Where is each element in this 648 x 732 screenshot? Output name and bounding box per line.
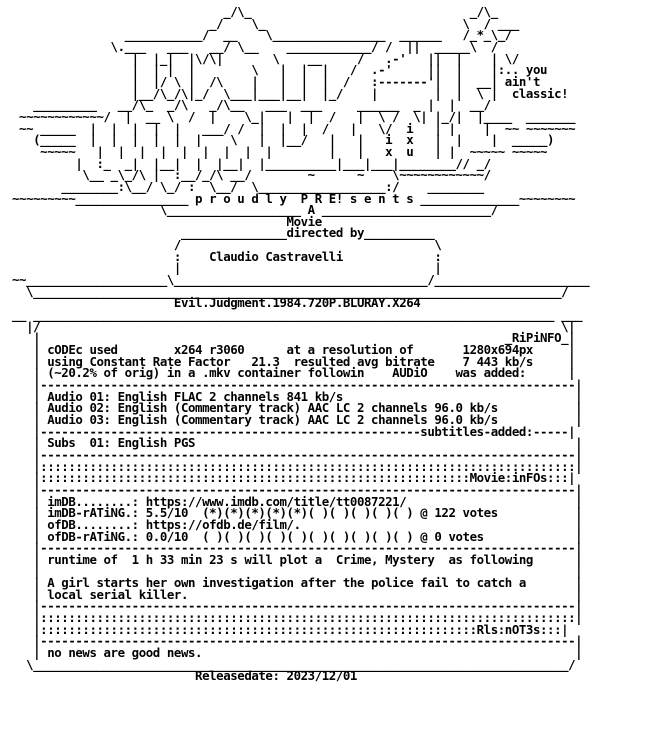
nfo-line: | (~20.2% of orig) in a .mkv container followin AUDiO was added: | — [12, 365, 576, 381]
nfo-line: |----------------------------------------------------------------------------| — [12, 598, 583, 614]
nfo-line: _/ \_ \ / ___ — [12, 15, 519, 31]
nfo-line: |::::::::::::::::::::::::::::::::::::::::::::::::::::::::::::::::::::::::::::| — [12, 610, 583, 626]
nfo-line: Releasedate: 2023/12/01 — [12, 668, 357, 684]
nfo-line: | |/ \ | /\ | | | | / :-------'| | __| ain't — [12, 73, 540, 89]
nfo-line: ________:\__/ \_/ : \__/ \__________________:/ ________ — [12, 178, 484, 194]
nfo-line: |----------------------------------------------------------------------------| — [12, 540, 583, 556]
nfo-line: : Claudio Castravelli : — [12, 248, 442, 264]
nfo-line: | imDB........: https://www.imdb.com/title/tt0087221/ | — [12, 493, 583, 509]
nfo-line: \.___ ___ __/ \__ ____________/ / || _____\ / — [12, 38, 498, 54]
nfo-line: | A girl starts her own investigation after the police fail to catch a | — [12, 575, 583, 591]
nfo-line: |::::::::::::::::::::::::::::::::::::::::::::::::::::::::::::::Rls:nOT3s:::| — [12, 621, 569, 637]
nfo-line: | Audio 03: English (Commentary track) AAC LC 2 channels 96.0 kb/s | — [12, 411, 583, 427]
nfo-ascii-art — [12, 6, 589, 682]
nfo-line: |/ \| — [12, 318, 576, 334]
nfo-line: |::::::::::::::::::::::::::::::::::::::::::::::::::::::::::::::::::::::::::::| — [12, 458, 583, 474]
nfo-line: | ofDB-rATiNG.: 0.0/10 ( )( )( )( )( )( )( )( )( )( ) @ 0 votes | — [12, 528, 583, 544]
nfo-line: Evil.Judgment.1984.720P.BLURAY.X264 — [12, 295, 421, 311]
nfo-line: |----------------------------------------------------------------------------| — [12, 446, 583, 462]
nfo-line: _________ __/\_ _/\ _/\__ ___ ___ ______ _ | | __/ — [12, 97, 491, 113]
nfo-line: | ofDB........: https://ofdb.de/film/. | — [12, 516, 583, 532]
nfo-line: ~~~~~ | | | | | | | | | | | x u | | ~~~~~ ~~~~~ — [12, 143, 548, 159]
nfo-line: | Audio 02: English (Commentary track) AAC LC 2 channels 96.0 kb/s | — [12, 400, 583, 416]
nfo-line: | | — [12, 260, 442, 276]
nfo-line: Movie — [12, 213, 322, 229]
nfo-line: (_____ | | | | | | \ | |__/ | | i x | | | _____) — [12, 132, 555, 148]
nfo-line: |----------------------------------------------------------------------------| — [12, 633, 583, 649]
nfo-line: _______________directed by__________ — [12, 225, 435, 241]
nfo-line: |------------------------------------------------------subtitles-added:-----| — [12, 423, 576, 439]
nfo-line: |----------------------------------------------------------------------------| — [12, 481, 583, 497]
nfo-line: | | | | \ | | | / .-' || | |:.. you — [12, 62, 548, 78]
nfo-line: | Subs 01: English PGS | — [12, 435, 583, 451]
nfo-line: | cODEc used x264 r3060 at a resolution of 1280x694px | — [12, 342, 576, 358]
nfo-line: | | — [12, 563, 583, 579]
nfo-line: ~~ _____ | | | | | ___/ / | | | / | \/ i | | | ~~ ~~~~~~~ — [12, 120, 576, 136]
nfo-line: / \ — [12, 237, 442, 253]
nfo-line: ~~~~~~~~~________________ p r o u d l y P R E! s e n t s ______________~~~~~~~~ — [12, 190, 576, 206]
nfo-line: |----------------------------------------------------------------------------| — [12, 377, 583, 392]
nfo-line: ___________/ __ \________________ ______ /_*_\_/ — [12, 27, 512, 43]
nfo-line: |:::::::::::::::::::::::::::::::::::::::::::::::::::::::::::::Movie:inFOs:::| — [12, 470, 576, 486]
nfo-line: | _RiPiNFO_| — [12, 330, 576, 346]
nfo-line: \___________________ A ________________________/ — [12, 202, 498, 218]
nfo-line: |__/\_/\|_/ \___|___|__| |_/ | | | \ | classic! — [12, 85, 569, 101]
nfo-line: \____________________________________________________________________________/ — [12, 656, 576, 672]
nfo-line: ~~____________________\____________________________________/______________________ — [12, 272, 590, 288]
nfo-line: | local serial killer. | — [12, 586, 583, 602]
nfo-line: ~~~~~~~~~~~~/ | __ \ / | \_| | | / | \ / \| |_/| |____ _______ — [12, 108, 576, 124]
nfo-line: \__ _\_/\ | :__/_/\ __/ ~ ~ \~~~~~~~~~~~~/ — [12, 167, 491, 183]
nfo-line: | :_ _| |__| | |__| |__________|___|___|________// _/ — [12, 155, 491, 171]
nfo-line: | imDB-rATiNG.: 5.5/10 (*)(*)(*)(*)(*)( )( )( )( )( ) @ 122 votes | — [12, 505, 583, 521]
nfo-line: | Audio 01: English FLAC 2 channels 841 kb/s | — [12, 388, 583, 404]
nfo-line: | no news are good news. | — [12, 645, 583, 661]
nfo-line: __ __________________________________________________________________________ ___ — [12, 307, 583, 323]
nfo-line: | |_| |\/\| \ __ / .-' || | | \/ — [12, 50, 519, 66]
nfo-line: | using Constant Rate Factor 21.3 resulted avg bitrate 7 443 kb/s | — [12, 353, 576, 369]
nfo-line: | runtime of 1 h 33 min 23 s will plot a Crime, Mystery as following | — [12, 551, 583, 567]
nfo-line: \___________________________________________________________________________/ — [12, 283, 569, 299]
nfo-line: _/\_ _/\_ — [12, 4, 498, 19]
